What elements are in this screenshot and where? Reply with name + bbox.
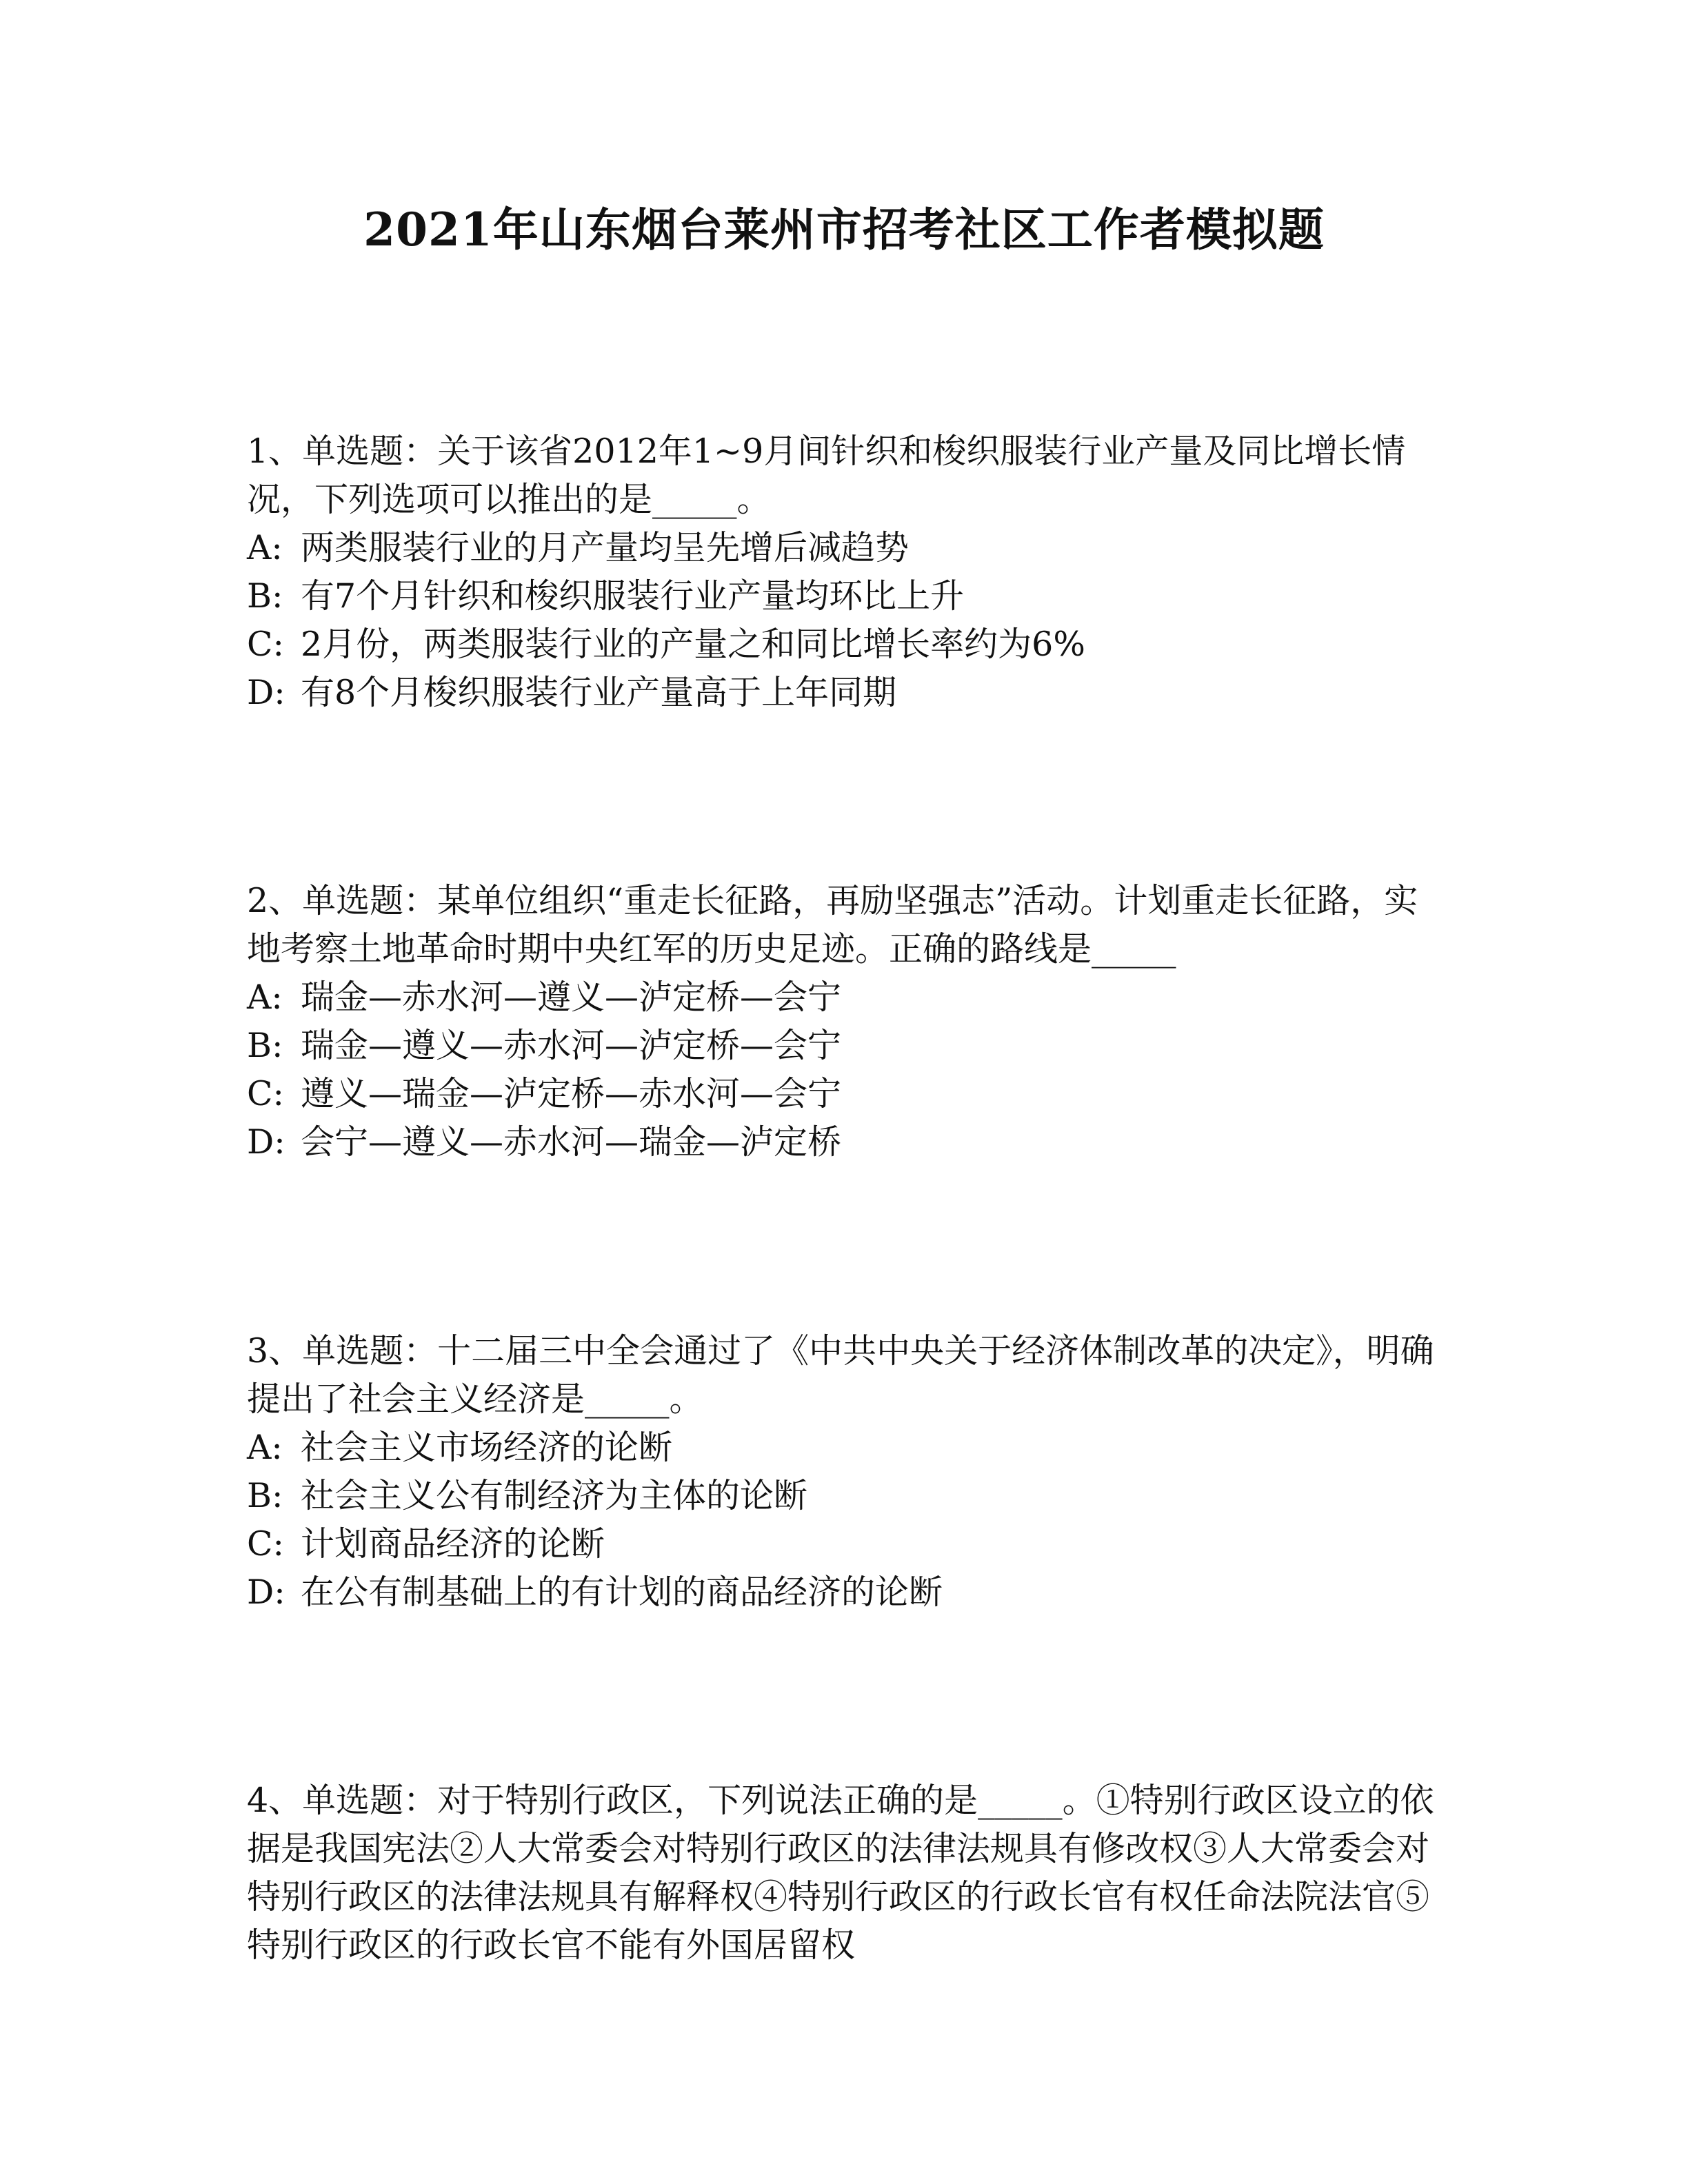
option-text: 2月份，两类服装行业的产量之和同比增长率约为6% [301, 625, 1085, 664]
option-a [247, 1424, 1447, 1472]
question-4 [247, 1777, 1447, 1970]
option-letter: B: [247, 1476, 283, 1515]
question-1 [247, 427, 1447, 717]
option-text: 有7个月针织和梭织服装行业产量均环比上升 [301, 576, 965, 616]
option-letter: B: [247, 1026, 283, 1065]
question-3 [247, 1327, 1447, 1617]
option-letter: D: [247, 673, 285, 712]
option-letter: C: [247, 1074, 285, 1113]
option-b [247, 1022, 1447, 1070]
option-c [247, 1520, 1447, 1568]
option-b [247, 1472, 1447, 1520]
option-letter: D: [247, 1573, 285, 1612]
option-d [247, 669, 1447, 717]
option-letter: C: [247, 1524, 285, 1564]
option-text: 社会主义公有制经济为主体的论断 [301, 1476, 808, 1515]
question-2 [247, 877, 1447, 1166]
question-stem: 1、单选题：关于该省2012年1~9月间针织和梭织服装行业产量及同比增长情况，下列选项可以推出的是_____。 [247, 432, 1406, 519]
option-text: 瑞金—赤水河—遵义—泸定桥—会宁 [301, 978, 842, 1017]
option-letter: C: [247, 625, 285, 664]
option-letter: D: [247, 1122, 285, 1162]
option-text: 计划商品经济的论断 [301, 1524, 605, 1564]
option-text: 在公有制基础上的有计划的商品经济的论断 [301, 1573, 943, 1612]
question-stem: 3、单选题：十二届三中全会通过了《中共中央关于经济体制改革的决定》，明确提出了社会主义经济是_____。 [247, 1331, 1434, 1419]
option-text: 会宁—遵义—赤水河—瑞金—泸定桥 [301, 1122, 842, 1162]
page-title: 2021年山东烟台莱州市招考社区工作者模拟题 [363, 203, 1325, 256]
option-text: 两类服装行业的月产量均呈先增后减趋势 [301, 528, 910, 567]
question-stem: 4、单选题：对于特别行政区，下列说法正确的是_____。①特别行政区设立的依据是我国宪法②人大常委会对特别行政区的法律法规具有修改权③人大常委会对特别行政区的法律法规具有解释权④特别行政区的行政长官有权任命法院法官⑤特别行政区的行政长官不能有外国居留权 [247, 1781, 1434, 1965]
option-a [247, 973, 1447, 1022]
option-a [247, 524, 1447, 572]
option-text: 遵义—瑞金—泸定桥—赤水河—会宁 [301, 1074, 842, 1113]
option-text: 社会主义市场经济的论断 [301, 1428, 673, 1467]
option-d [247, 1568, 1447, 1617]
option-letter: A: [247, 1428, 283, 1467]
option-text: 瑞金—遵义—赤水河—泸定桥—会宁 [301, 1026, 842, 1065]
option-c [247, 620, 1447, 669]
option-c [247, 1070, 1447, 1118]
option-letter: B: [247, 576, 283, 616]
option-b [247, 572, 1447, 620]
option-d [247, 1118, 1447, 1166]
option-letter: A: [247, 528, 283, 567]
option-text: 有8个月梭织服装行业产量高于上年同期 [301, 673, 897, 712]
question-stem: 2、单选题：某单位组织“重走长征路，再励坚强志”活动。计划重走长征路，实地考察土地革命时期中央红军的历史足迹。正确的路线是_____ [247, 881, 1418, 969]
option-letter: A: [247, 978, 283, 1017]
